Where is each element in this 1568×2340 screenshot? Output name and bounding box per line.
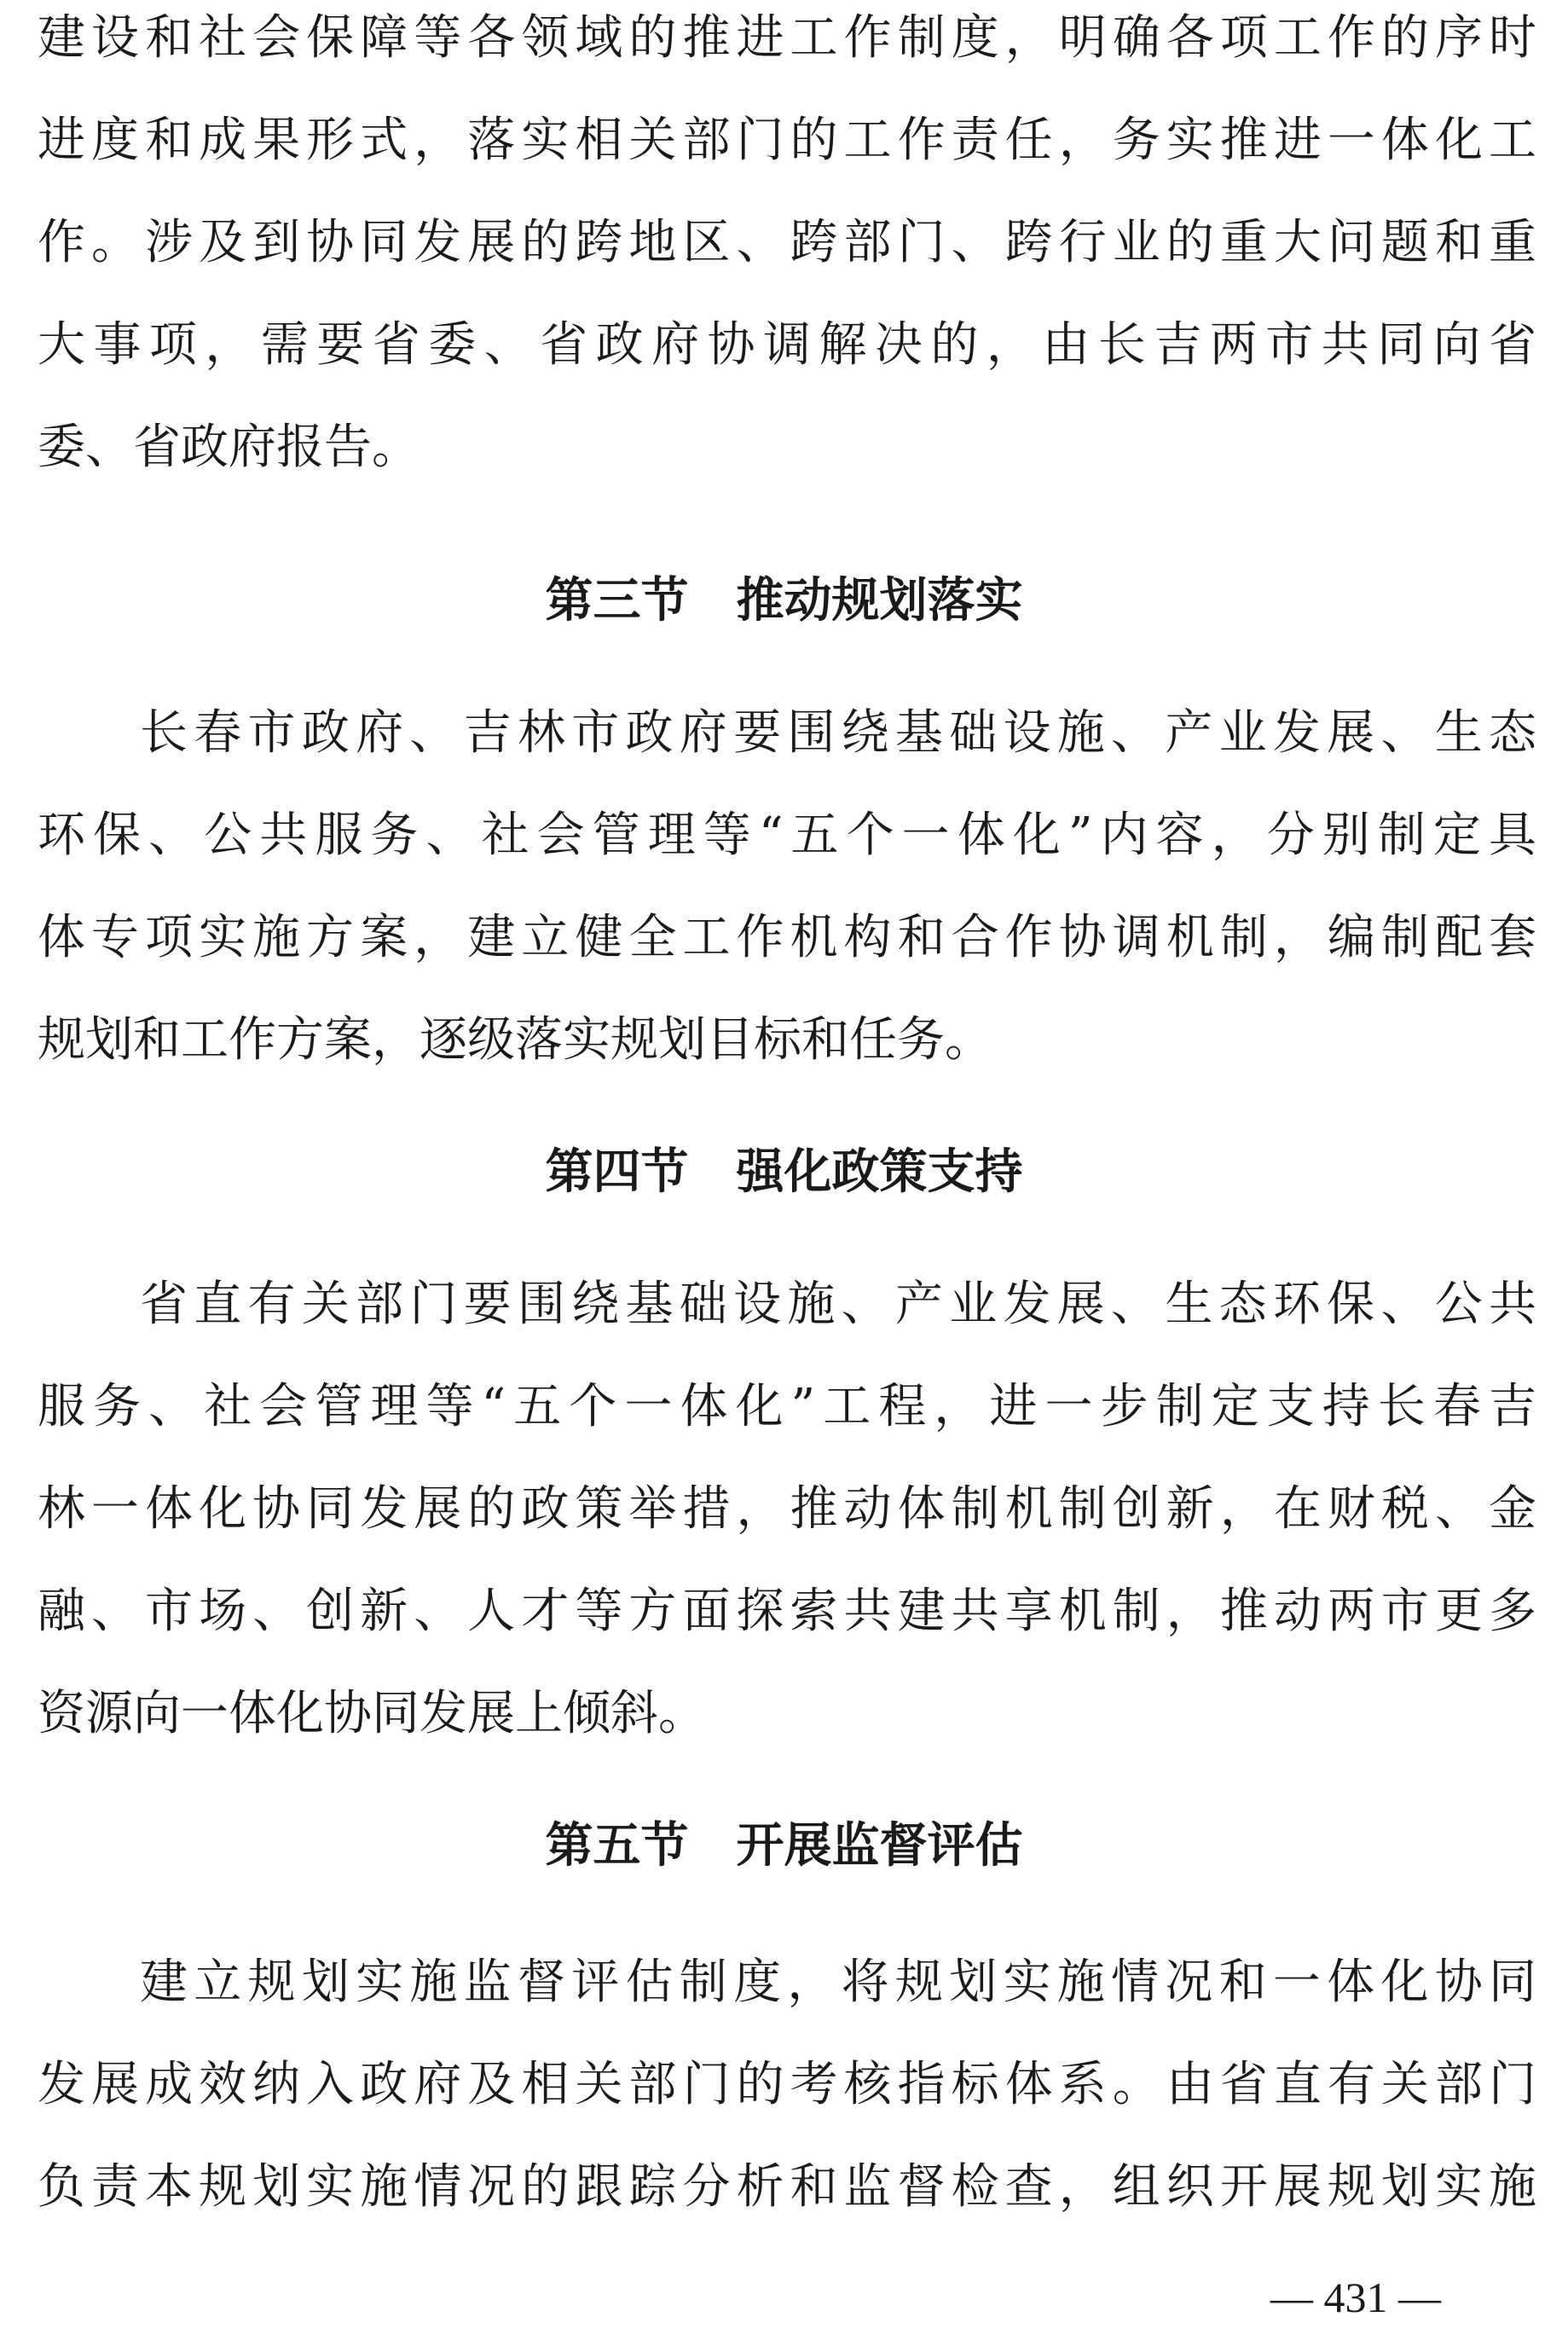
paragraph-line: 发展成效纳入政府及相关部门的考核指标体系。由省直有关部门 <box>38 2057 1536 2112</box>
section-heading: 第四节 强化政策支持 <box>545 1144 1023 1200</box>
paragraph-line: 服务、社会管理等“五个一体化”工程，进一步制定支持长春吉 <box>38 1379 1536 1434</box>
paragraph-line: 林一体化协同发展的政策举措，推动体制机制创新，在财税、金 <box>38 1481 1536 1537</box>
paragraph-line: 建立规划实施监督评估制度，将规划实施情况和一体化协同 <box>140 1955 1536 2010</box>
section-heading: 第三节 推动规划落实 <box>545 573 1023 628</box>
paragraph-line: 长春市政府、吉林市政府要围绕基础设施、产业发展、生态 <box>140 705 1536 761</box>
paragraph-line: 环保、公共服务、社会管理等“五个一体化”内容，分别制定具 <box>38 808 1536 863</box>
paragraph-line: 融、市场、创新、人才等方面探索共建共享机制，推动两市更多 <box>38 1584 1536 1639</box>
paragraph-line: 建设和社会保障等各领域的推进工作制度，明确各项工作的序时 <box>38 10 1536 66</box>
paragraph-line: 规划和工作方案，逐级落实规划目标和任务。 <box>38 1012 992 1068</box>
paragraph-line: 体专项实施方案，建立健全工作机构和合作协调机制，编制配套 <box>38 910 1536 965</box>
section-heading: 第五节 开展监督评估 <box>545 1818 1023 1874</box>
paragraph-line: 省直有关部门要围绕基础设施、产业发展、生态环保、公共 <box>140 1277 1536 1332</box>
paragraph-line: 资源向一体化协同发展上倾斜。 <box>38 1686 706 1741</box>
paragraph-line: 进度和成果形式，落实相关部门的工作责任，务实推进一体化工 <box>38 113 1536 168</box>
page-number: — 431 — <box>1270 2273 1441 2321</box>
paragraph-line: 大事项，需要省委、省政府协调解决的，由长吉两市共同向省 <box>38 317 1536 373</box>
paragraph-line: 委、省政府报告。 <box>38 420 419 475</box>
paragraph-line: 作。涉及到协同发展的跨地区、跨部门、跨行业的重大问题和重 <box>38 215 1536 270</box>
paragraph-line: 负责本规划实施情况的跟踪分析和监督检查，组织开展规划实施 <box>38 2159 1536 2215</box>
